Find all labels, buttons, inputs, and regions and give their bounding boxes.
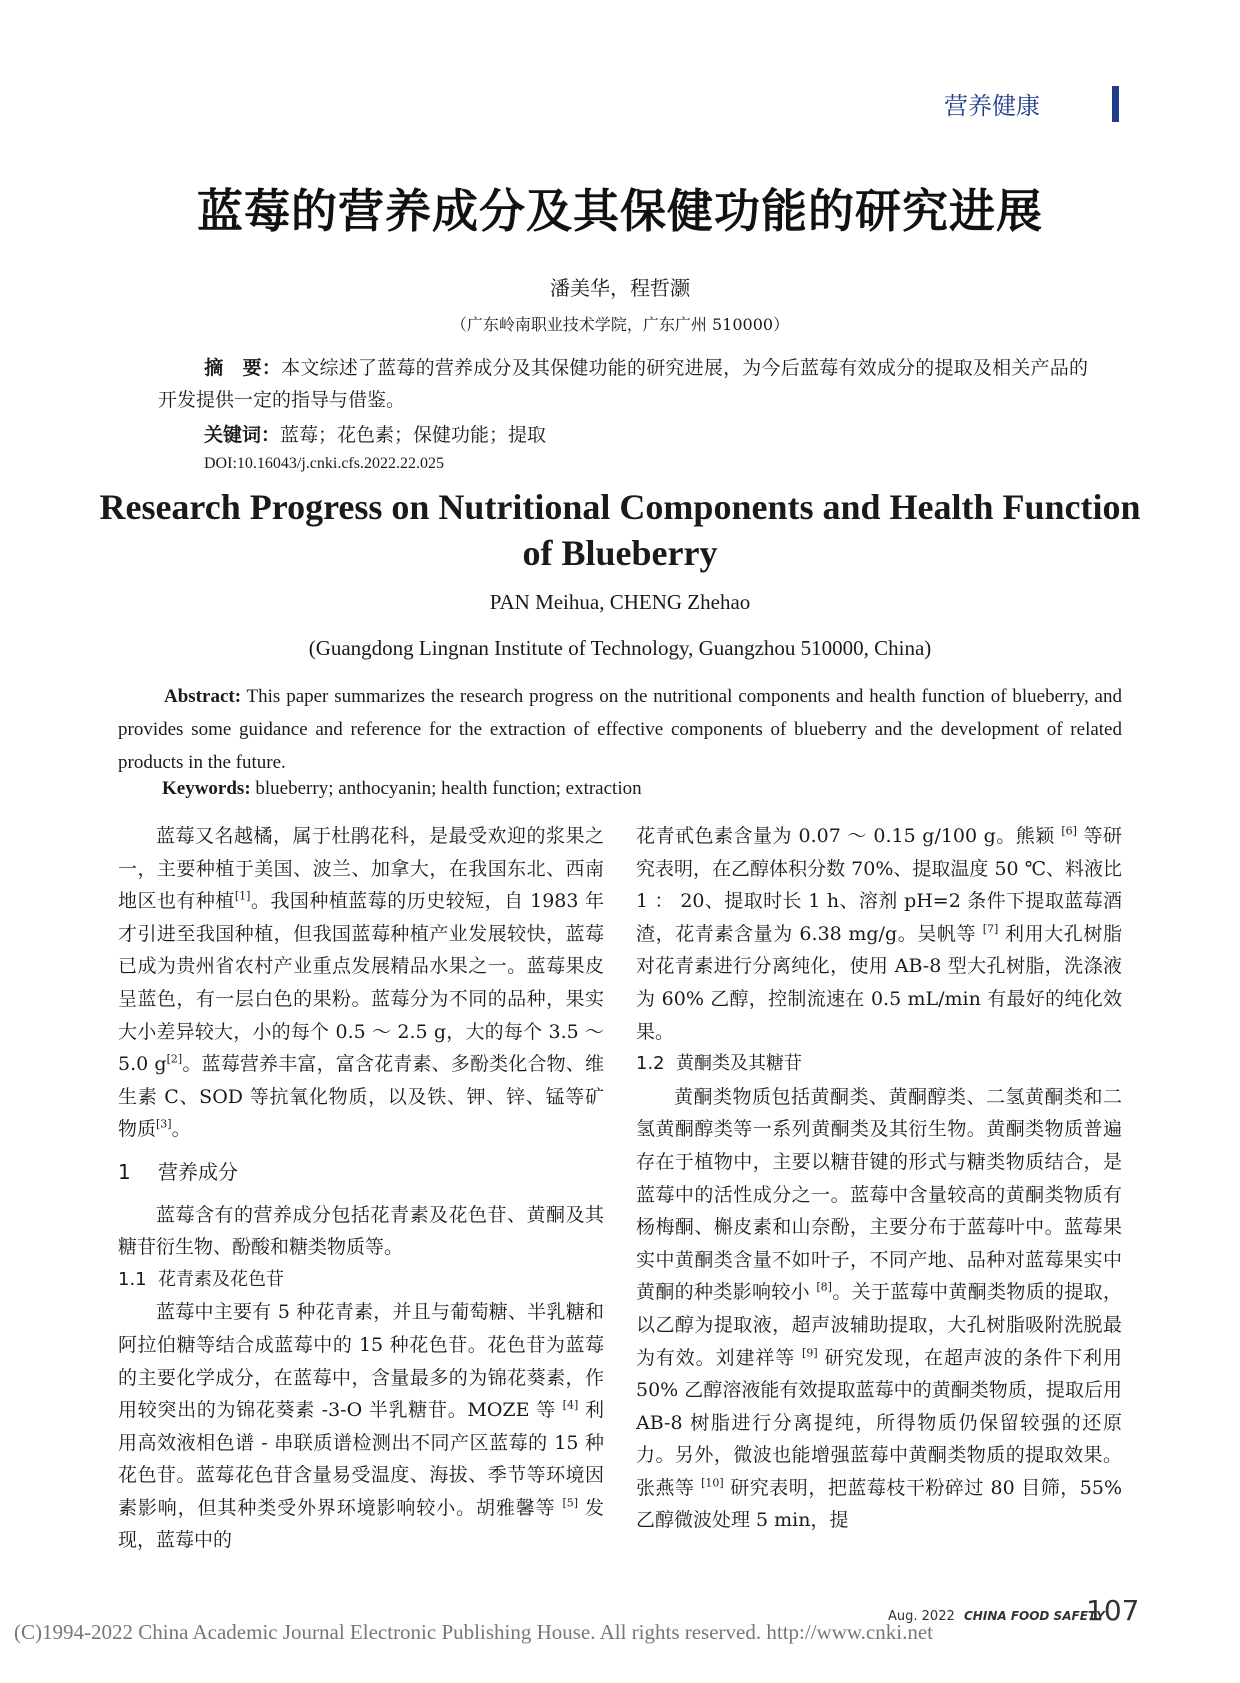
section-1-paragraph: 蓝莓含有的营养成分包括花青素及花色苷、黄酮及其糖苷衍生物、酚酸和糖类物质等。 (118, 1203, 604, 1259)
abstract-english-label: Abstract: (164, 686, 242, 707)
footer-date: Aug. 2022 (888, 1609, 955, 1624)
abstract-english-text: This paper summarizes the research progress on the nutritional components and health function of blueberry, and provides some guidance and reference for the extraction of effective components of blueberry and the development of related products in the future. (118, 686, 1122, 773)
citation-ref: [7] (982, 922, 999, 936)
doi: DOI:10.16043/j.cnki.cfs.2022.22.025 (204, 455, 444, 472)
section-1-1-paragraph: 蓝莓中主要有 5 种花青素，并且与葡萄糖、半乳糖和阿拉伯糖等结合成蓝莓中的 15 种花色苷。花色苷为蓝莓的主要化学成分，在蓝莓中，含量最多的为锦花葵素，作用较突出的为锦花葵素 -3-O 半乳糖苷。MOZE 等 [4] 利用高效液相色谱 - 串联质谱检测出不同产区蓝莓的 15 种花色苷。蓝莓花色苷含量易受温度、海拔、季节等环境因素影响，但其种类受外界环境影响较小。胡雅馨等 [5] 发现，蓝莓中的 (118, 1301, 604, 1552)
section-heading-1-1: 1.1 花青素及花色苷 (118, 1268, 284, 1290)
abstract-english (118, 680, 1122, 779)
keywords-english-label: Keywords: (162, 778, 251, 799)
abstract-chinese-text: 本文综述了蓝莓的营养成分及其保健功能的研究进展，为今后蓝莓有效成分的提取及相关产品的开发提供一定的指导与借鉴。 (158, 357, 1088, 411)
body-right-column (636, 820, 1122, 1537)
citation-ref: [1] (234, 889, 251, 903)
title-chinese: 蓝莓的营养成分及其保健功能的研究进展 (197, 184, 1043, 238)
copyright-watermark: (C)1994-2022 China Academic Journal Electronic Publishing House. All rights reserved. http://www.cnki.net (14, 1620, 933, 1644)
continued-paragraph: 花青甙色素含量为 0.07 ～ 0.15 g/100 g。熊颖 [6] 等研究表明，在乙醇体积分数 70%、提取温度 50 ℃、料液比 1 ： 20、提取时长 1 h、溶剂 pH=2 条件下提取蓝莓酒渣，花青素含量为 6.38 mg/g。吴帆等 [7] 利用大孔树脂对花青素进行分离纯化，使用 AB-8 型大孔树脂，洗涤液为 60% 乙醇，控制流速在 0.5 mL/min 有最好的纯化效果。 (636, 824, 1122, 1043)
title-english: Research Progress on Nutritional Components and Health Function of Blueberry (99, 487, 1141, 573)
citation-ref: [9] (802, 1346, 818, 1360)
section-1-2-paragraph: 黄酮类物质包括黄酮类、黄酮醇类、二氢黄酮类和二氢黄酮醇类等一系列黄酮类及其衍生物。黄酮类物质普遍存在于植物中，主要以糖苷键的形式与糖类物质结合，是蓝莓中的活性成分之一。蓝莓中含量较高的黄酮类物质有杨梅酮、槲皮素和山奈酚，主要分布于蓝莓叶中。蓝莓果实中黄酮类含量不如叶子，不同产地、品种对蓝莓果实中黄酮的种类影响较小 [8]。关于蓝莓中黄酮类物质的提取，以乙醇为提取液，超声波辅助提取，大孔树脂吸附洗脱最为有效。刘建祥等 [9] 研究发现，在超声波的条件下利用 50% 乙醇溶液能有效提取蓝莓中的黄酮类物质，提取后用 AB-8 树脂进行分离提纯，所得物质仍保留较强的还原力。另外，微波也能增强蓝莓中黄酮类物质的提取效果。张燕等 [10] 研究表明，把蓝莓枝干粉碎过 80 目筛，55% 乙醇微波处理 5 min，提 (636, 1085, 1123, 1532)
keywords-chinese-text: 蓝莓；花色素；保健功能；提取 (280, 424, 547, 446)
section-tag: 营养健康 (944, 92, 1040, 120)
keywords-english-text: blueberry; anthocyanin; health function; extraction (250, 778, 642, 799)
intro-paragraph: 蓝莓又名越橘，属于杜鹃花科，是最受欢迎的浆果之一，主要种植于美国、波兰、加拿大，在我国东北、西南地区也有种植[1]。我国种植蓝莓的历史较短，自 1983 年才引进至我国种植，但我国蓝莓种植产业发展较快，蓝莓已成为贵州省农村产业重点发展精品水果之一。蓝莓果皮呈蓝色，有一层白色的果粉。蓝莓分为不同的品种，果实大小差异较大，小的每个 0.5 ～ 2.5 g，大的每个 3.5 ～ 5.0 g[2]。蓝莓营养丰富，富含花青素、多酚类化合物、维生素 C、SOD 等抗氧化物质，以及铁、钾、锌、锰等矿物质[3]。 (118, 825, 604, 1141)
abstract-chinese (158, 352, 1088, 416)
citation-ref: [6] (1061, 824, 1077, 838)
citation-ref: [8] (816, 1280, 832, 1294)
affiliation-chinese: （广东岭南职业技术学院，广东广州 510000） (450, 315, 790, 334)
keywords-english (162, 778, 642, 800)
citation-ref: [4] (562, 1398, 579, 1412)
keywords-chinese-label: 关键词： (204, 424, 281, 446)
authors-english: PAN Meihua, CHENG Zhehao (489, 590, 751, 614)
page-number: 107 (1086, 1594, 1140, 1627)
keywords-chinese (204, 420, 546, 447)
affiliation-english: (Guangdong Lingnan Institute of Technology, Guangzhou 510000, China) (308, 636, 932, 660)
abstract-chinese-label: 摘 要： (204, 357, 282, 379)
citation-ref: [2] (166, 1052, 183, 1066)
section-heading-1: 1 营养成分 (118, 1159, 238, 1184)
body-left-column (118, 820, 604, 1557)
citation-ref: [5] (562, 1496, 579, 1510)
section-bar (1112, 86, 1119, 122)
section-heading-1-2: 1.2 黄酮类及其糖苷 (636, 1053, 802, 1075)
citation-ref: [3] (156, 1118, 172, 1132)
citation-ref: [10] (701, 1476, 724, 1490)
footer-journal-name: CHINA FOOD SAFETY (964, 1609, 1105, 1623)
authors-chinese: 潘美华，程哲灏 (550, 276, 690, 300)
